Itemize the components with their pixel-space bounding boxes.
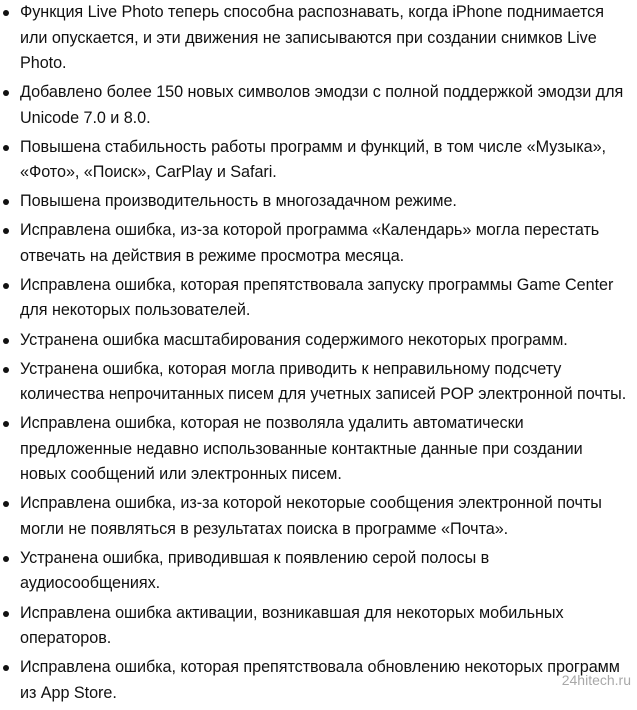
bullet-icon bbox=[3, 611, 9, 617]
list-item-text: Устранена ошибка, приводившая к появлению серой полосы в аудиосообщениях. bbox=[20, 548, 490, 593]
list-item bbox=[0, 80, 637, 131]
bullet-icon bbox=[3, 199, 9, 205]
list-item bbox=[0, 273, 637, 324]
bullet-icon bbox=[3, 145, 9, 151]
list-item bbox=[0, 218, 637, 269]
list-item-text: Добавлено более 150 новых символов эмодзи с полной поддержкой эмодзи для Unicode 7.0 и 8.0. bbox=[20, 83, 624, 127]
list-item-text: Повышена стабильность работы программ и функций, в том числе «Музыка», «Фото», «Поиск», CarPlay и Safari. bbox=[20, 137, 606, 182]
bullet-icon bbox=[3, 556, 9, 562]
list-item bbox=[0, 357, 637, 408]
list-item-text: Устранена ошибка, которая могла приводить к неправильному подсчету количества непрочитанных писем для учетных записей POP электронной почты. bbox=[20, 359, 627, 404]
list-item-text: Исправлена ошибка активации, возникавшая для некоторых мобильных операторов. bbox=[20, 603, 564, 648]
bullet-icon bbox=[3, 421, 9, 427]
list-item-text: Повышена производительность в многозадачном режиме. bbox=[20, 192, 457, 211]
list-item bbox=[0, 655, 637, 706]
bullet-icon bbox=[3, 10, 9, 16]
list-item bbox=[0, 411, 637, 488]
list-item bbox=[0, 546, 637, 597]
list-item-text: Исправлена ошибка, из-за которой программа «Календарь» могла перестать отвечать на действия в режиме просмотра месяца. bbox=[20, 221, 600, 265]
list-item bbox=[0, 601, 637, 652]
list-item-text: Исправлена ошибка, которая не позволяла удалить автоматически предложенные недавно использованные контактные данные при создании новых сообщений или электронных писем. bbox=[20, 414, 583, 484]
bullet-icon bbox=[3, 338, 9, 344]
list-item-text: Исправлена ошибка, которая препятствовала запуску программы Game Center для некоторых пользователей. bbox=[20, 275, 614, 320]
list-item bbox=[0, 189, 637, 215]
bullet-icon bbox=[3, 90, 9, 96]
watermark: 24hitech.ru bbox=[561, 672, 631, 688]
list-item bbox=[0, 491, 637, 542]
bullet-icon bbox=[3, 501, 9, 507]
list-item-text: Исправлена ошибка, из-за которой некоторые сообщения электронной почты могли не появляться в результатах поиска в программе «Почта». bbox=[20, 494, 602, 538]
list-item-text: Функция Live Photo теперь способна распознавать, когда iPhone поднимается или опускается, и эти движения не записываются при создании снимков Live Photo. bbox=[20, 3, 604, 72]
list-item bbox=[0, 135, 637, 186]
bullet-icon bbox=[3, 367, 9, 373]
list-item-text: Исправлена ошибка, которая препятствовала обновлению некоторых программ из App Store. bbox=[20, 658, 620, 702]
bullet-icon bbox=[3, 283, 9, 289]
list-item bbox=[0, 0, 637, 77]
bullet-icon bbox=[3, 228, 9, 234]
list-item-text: Устранена ошибка масштабирования содержимого некоторых программ. bbox=[20, 330, 568, 349]
list-item bbox=[0, 328, 637, 354]
bullet-icon bbox=[3, 665, 9, 671]
